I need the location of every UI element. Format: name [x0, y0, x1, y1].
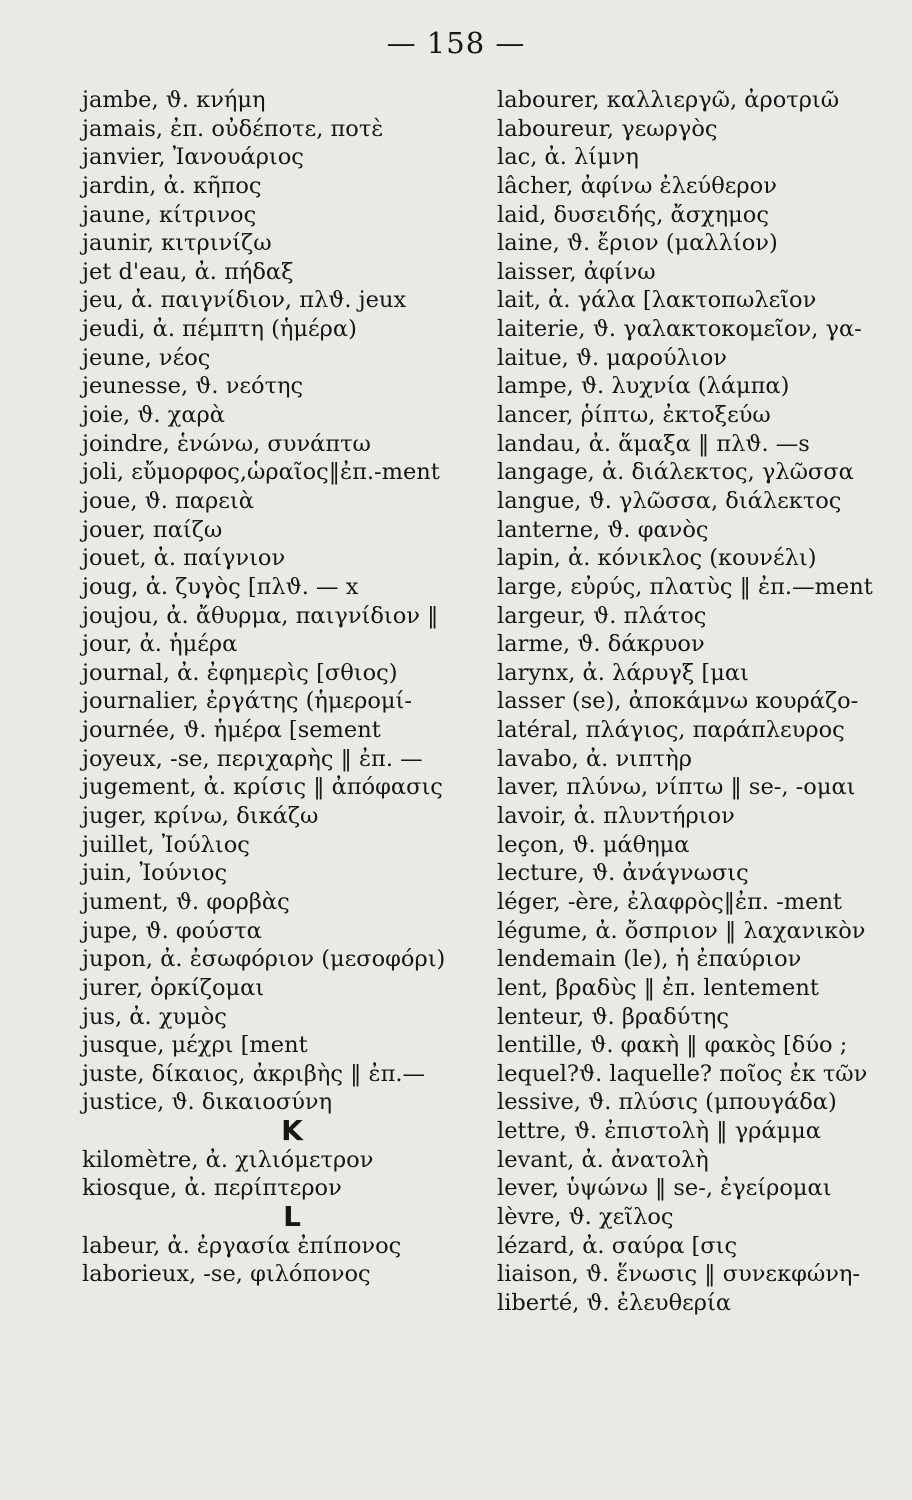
dictionary-entry: journée, ϑ. ἡμέρα [sement: [82, 717, 381, 744]
dictionary-entry: jouet, ἀ. παίγνιον: [82, 545, 286, 572]
dictionary-entry: lent, βραδὺς ‖ ἐπ. lentement: [497, 974, 819, 1001]
right-column: [497, 86, 897, 1318]
dictionary-entry: joue, ϑ. παρειὰ: [82, 487, 254, 514]
dictionary-entry: lessive, ϑ. πλύσις (μπουγάδα): [497, 1089, 837, 1116]
dictionary-entry: juin, Ἰούνιος: [82, 860, 228, 887]
dictionary-entry: journalier, ἐργάτης (ἡμερομί-: [82, 688, 412, 715]
dictionary-entry: joie, ϑ. χαρὰ: [82, 402, 225, 429]
dictionary-entry: lait, ἀ. γάλα [λακτοπωλεῖον: [497, 287, 817, 314]
dictionary-entry: léger, -ère, ἐλαφρὸς‖ἐπ. -ment: [497, 888, 842, 915]
dictionary-entry: lèvre, ϑ. χεῖλος: [497, 1203, 674, 1230]
page-number: — 158 —: [386, 26, 526, 60]
dictionary-entry: lavabo, ἀ. νιπτὴρ: [497, 745, 692, 772]
dictionary-entry: légume, ἀ. ὄσπριον ‖ λαχανικὸν: [497, 917, 866, 944]
dictionary-entry: laine, ϑ. ἔριον (μαλλίον): [497, 230, 778, 257]
dictionary-entry: jamais, ἐπ. οὐδέποτε, ποτὲ: [82, 115, 384, 142]
dictionary-entry: jeu, ἀ. παιγνίδιον, πλϑ. jeux: [82, 287, 407, 314]
dictionary-entry: kilomètre, ἀ. χιλιόμετρον: [82, 1146, 374, 1173]
dictionary-entry: levant, ἀ. ἀνατολὴ: [497, 1146, 709, 1173]
dictionary-entry: jour, ἀ. ἡμέρα: [82, 631, 238, 658]
dictionary-entry: kiosque, ἀ. περίπτερον: [82, 1175, 342, 1202]
dictionary-entry: jambe, ϑ. κνήμη: [82, 87, 266, 113]
dictionary-entry: joli, εὔμορφος,ὡραῖος‖ἐπ.-ment: [82, 459, 440, 486]
dictionary-entry: lettre, ϑ. ἐπιστολὴ ‖ γράμμα: [497, 1118, 821, 1145]
dictionary-entry: jus, ἀ. χυμὸς: [82, 1003, 227, 1030]
dictionary-entry: liaison, ϑ. ἕνωσις ‖ συνεκφώνη-: [497, 1261, 861, 1288]
dictionary-entry: lavoir, ἀ. πλυντήριον: [497, 803, 735, 830]
dictionary-entry: jardin, ἀ. κῆπος: [82, 172, 262, 199]
dictionary-entry: latéral, πλάγιος, παράπλευρος: [497, 717, 845, 744]
dictionary-entry: labeur, ἀ. ἐργασία ἐπίπονος: [82, 1232, 402, 1259]
dictionary-entry: lecture, ϑ. ἀνάγνωσις: [497, 860, 749, 887]
dictionary-entry: lampe, ϑ. λυχνία (λάμπα): [497, 373, 790, 400]
dictionary-entry: liberté, ϑ. ἐλευθερία: [497, 1289, 732, 1316]
dictionary-entry: juste, δίκαιος, ἀκριβὴς ‖ ἐπ.—: [82, 1060, 426, 1087]
dictionary-entry: lanterne, ϑ. φανὸς: [497, 516, 709, 543]
dictionary-entry: laborieux, -se, φιλόπονος: [82, 1261, 371, 1288]
dictionary-entry: lac, ἀ. λίμνη: [497, 144, 639, 171]
dictionary-entry: jeunesse, ϑ. νεότης: [82, 373, 304, 400]
dictionary-entry: jaunir, κιτρινίζω: [82, 230, 272, 257]
dictionary-entry: joindre, ἑνώνω, συνάπτω: [82, 430, 371, 457]
dictionary-entry: laitue, ϑ. μαρούλιον: [497, 344, 727, 371]
dictionary-entry: jupe, ϑ. φούστα: [82, 917, 262, 944]
dictionary-entry: lapin, ἀ. κόνικλος (κουνέλι): [497, 545, 817, 572]
section-letter-heading: L: [283, 1199, 301, 1233]
dictionary-entry: jeudi, ἀ. πέμπτη (ἡμέρα): [82, 316, 357, 343]
dictionary-entry: lézard, ἀ. σαύρα [σις: [497, 1232, 738, 1259]
dictionary-entry: jusque, μέχρι [ment: [82, 1032, 308, 1059]
dictionary-entry: laid, δυσειδής, ἄσχημος: [497, 201, 769, 228]
dictionary-entry: jaune, κίτρινος: [82, 201, 257, 228]
dictionary-entry: jugement, ἀ. κρίσις ‖ ἀπόφασις: [82, 774, 443, 801]
dictionary-entry: justice, ϑ. δικαιοσύνη: [82, 1089, 333, 1116]
dictionary-entry: lever, ὑψώνω ‖ se-, ἐγείρομαι: [497, 1175, 832, 1202]
dictionary-entry: jupon, ἀ. ἐσωφόριον (μεσοφόρι): [82, 946, 446, 973]
dictionary-entry: laiterie, ϑ. γαλακτοκομεῖον, γα-: [497, 316, 862, 343]
dictionary-entry: larme, ϑ. δάκρυον: [497, 631, 705, 658]
dictionary-entry: lequel?ϑ. laquelle? ποῖος ἐκ τῶν: [497, 1060, 868, 1087]
dictionary-entry: langage, ἀ. διάλεκτος, γλῶσσα: [497, 459, 854, 486]
dictionary-entry: lenteur, ϑ. βραδύτης: [497, 1003, 730, 1030]
dictionary-entry: langue, ϑ. γλῶσσα, διάλεκτος: [497, 487, 842, 514]
dictionary-entry: larynx, ἀ. λάρυγξ [μαι: [497, 659, 749, 686]
dictionary-entry: journal, ἀ. ἐφημερὶς [σθιος): [82, 659, 398, 686]
dictionary-entry: joug, ἀ. ζυγὸς [πλϑ. — x: [82, 573, 359, 600]
dictionary-entry: largeur, ϑ. πλάτος: [497, 602, 707, 629]
left-column: [82, 86, 482, 1289]
dictionary-entry: janvier, Ἰανουάριος: [82, 144, 304, 171]
dictionary-entry: jument, ϑ. φορβὰς: [82, 888, 290, 915]
dictionary-entry: lancer, ῥίπτω, ἐκτοξεύω: [497, 402, 771, 429]
dictionary-entry: juger, κρίνω, δικάζω: [82, 803, 319, 830]
dictionary-entry: joyeux, -se, περιχαρὴς ‖ ἐπ. —: [82, 745, 423, 772]
dictionary-entry: large, εὐρύς, πλατὺς ‖ ἐπ.—ment: [497, 573, 873, 600]
dictionary-entry: laisser, ἀφίνω: [497, 258, 656, 285]
dictionary-entry: joujou, ἀ. ἄθυρμα, παιγνίδιον ‖: [82, 602, 439, 629]
dictionary-entry: jeune, νέος: [82, 344, 211, 371]
dictionary-entry: jouer, παίζω: [82, 516, 223, 543]
dictionary-entry: lentille, ϑ. φακὴ ‖ φακὸς [δύο ;: [497, 1032, 848, 1059]
dictionary-entry: lâcher, ἀφίνω ἐλεύθερον: [497, 172, 777, 199]
section-letter-heading: K: [281, 1114, 303, 1148]
dictionary-entry: jet d'eau, ἀ. πήδαξ: [82, 258, 294, 285]
dictionary-entry: landau, ἀ. ἅμαξα ‖ πλϑ. —s: [497, 430, 810, 457]
dictionary-entry: lasser (se), ἀποκάμνω κουράζο-: [497, 688, 859, 715]
dictionary-entry: leçon, ϑ. μάθημα: [497, 831, 690, 858]
dictionary-entry: juillet, Ἰούλιος: [82, 831, 250, 858]
dictionary-entry: lendemain (le), ἡ ἐπαύριον: [497, 946, 802, 973]
dictionary-entry: laver, πλύνω, νίπτω ‖ se-, -ομαι: [497, 774, 856, 801]
dictionary-entry: jurer, ὁρκίζομαι: [82, 974, 265, 1001]
dictionary-entry: laboureur, γεωργὸς: [497, 115, 718, 142]
dictionary-entry: labourer, καλλιεργῶ, ἀροτριῶ: [497, 87, 840, 113]
